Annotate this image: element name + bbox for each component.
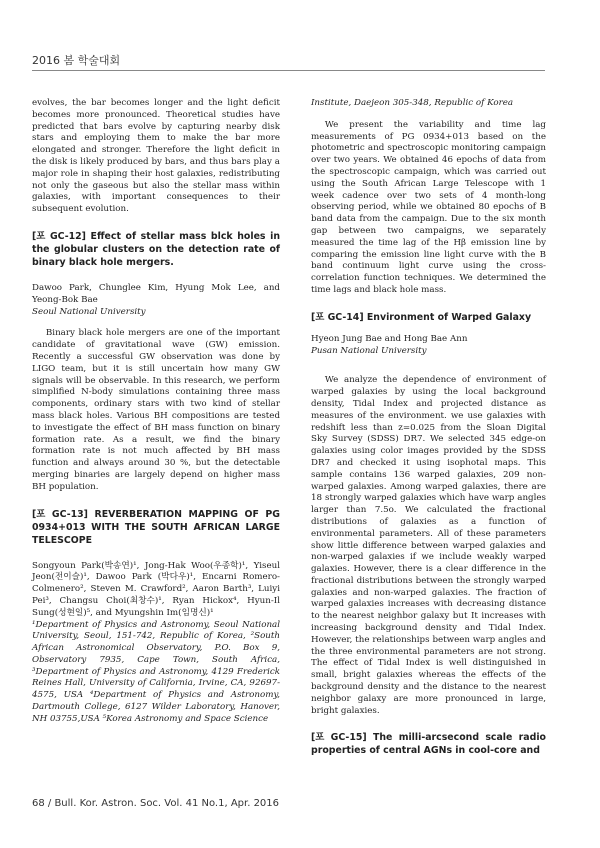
gc12-affiliation: Seoul National University	[32, 306, 146, 317]
previous-abstract-tail: evolves, the bar becomes longer and the light deficit becomes more pronounced. Theoretical studies have predicted that bars evolve by capturing nearby disk stars and employing them to make the bar more elongated and stronger. Therefore the light deficit in the disk is likely produced by bars, and thus bars play a major role in shaping their host galaxies, redistributing not only the gaseous but also the stellar mass within galaxies, with important consequences to their subsequent evolution.	[32, 98, 280, 215]
gc12-title: [포 GC-12] Effect of stellar mass blck holes in the globular clusters on the detection rate of binary black hole mergers.	[32, 230, 280, 268]
gc12-authors: Dawoo Park, Chunglee Kim, Hyung Mok Lee, and Yeong-Bok Bae	[32, 282, 280, 305]
gc13-authors: Songyoun Park(박송연)¹, Jong-Hak Woo(우종학)¹, Yiseul Jeon(전이슬)¹, Dawoo Park (박다우)¹, Encarni Romero-Colmenero², Steven M. Crawford², Aaron Barth³, Luiyi Pei³, Changsu Choi(최창수)¹, Ryan Hickox⁴, Hyun-Il Sung(성현일)⁵, and Myungshin Im(임명신)¹	[32, 560, 280, 618]
gc14-authors: Hyeon Jung Bae and Hong Bae Ann	[311, 333, 468, 344]
header-rule	[32, 70, 545, 71]
gc13-affiliation-cont: Institute, Daejeon 305-348, Republic of Korea	[311, 98, 514, 108]
gc13-title: [포 GC-13] REVERBERATION MAPPING OF PG 0934+013 WITH THE SOUTH AFRICAN LARGE TELESCOPE	[32, 508, 280, 546]
page-footer: 68 / Bull. Kor. Astron. Soc. Vol. 41 No.1, Apr. 2016	[32, 798, 280, 809]
gc12-abstract: Binary black hole mergers are one of the important candidate of gravitational wave (GW) emission. Recently a successful GW observation was done by LIGO team, but it is still uncertain how many GW signals will be observable. In this research, we perform simplified N-body simulations containing three mass components, ordinary stars with two kind of stellar mass black holes. Various BH compositions are tested to investigate the effect of BH mass function on binary formation rate. As a result, we find the binary formation rate is not much affected by BH mass function and always around 30 %, but the detectable merging binaries are largely depend on higher mass BH population.	[32, 328, 280, 492]
gc15-title: [포 GC-15] The milli-arcsecond scale radio properties of central AGNs in cool-core and	[311, 732, 546, 757]
page-header: 2016 봄 학술대회	[32, 54, 121, 67]
gc13-abstract: We present the variability and time lag measurements of PG 0934+013 based on the photometric and spectroscopic monitoring campaign over two years. We obtained 46 epochs of data from the spectroscopic campaign, which was carried out using the South African Large Telescope with 1 week cadence over two sets of 4 month-long observing period, while we obtained 80 epochs of B band data from the campaign. Due to the six month gap between two campaigns, we separately measured the time lag of the Hβ emission line by comparing the emission line light curve with the B band continuum light curve using the cross-correlation function techniques. We determined the time lags and black hole mass.	[311, 119, 546, 295]
right-column	[311, 98, 546, 757]
gc13-affiliation: ¹Department of Physics and Astronomy, Seoul National University, Seoul, 151-742, Republic of Korea, ²South African Astronomical Observatory, P.O. Box 9, Observatory 7935, Cape Town, South Africa, ³Department of Physics and Astronomy, 4129 Frederick Reines Hall, University of California, Irvine, CA, 92697-4575, USA ⁴Department of Physics and Astronomy, Dartmouth College, 6127 Wilder Laboratory, Hanover, NH 03755,USA ⁵Korea Astronomy and Space Science	[32, 619, 280, 724]
gc14-title: [포 GC-14] Environment of Warped Galaxy	[311, 311, 532, 323]
gc14-affiliation: Pusan National University	[311, 345, 427, 356]
gc14-abstract: We analyze the dependence of environment of warped galaxies by using the local background density, Tidal Index and projected distance as measures of the environment. we use galaxies with redshift less than z=0.025 from the Sloan Digital Sky Survey (SDSS) DR7. We selected 345 edge-on galaxies using color images provided by the SDSS DR7 and checked it using isophotal maps. This sample contains 136 warped galaxies, 209 non-warped galaxies. Among warped galaxies, there are 18 strongly warped galaxies which have warp angles larger than 7.5o. We calculated the fractional distributions of galaxies as a function of environmental parameters. All of these parameters show little difference between warped galaxies and non-warped galaxies if we include weakly warped galaxies. However, there is a clear difference in the fractional distributions between the strongly warped galaxies and non-warped galaxies. The fraction of warped galaxies increases with decreasing distance to the nearest neighbor galaxy but It increases with increasing background density and Tidal Index. However, the relationships between warp angles and the three environmental parameters are not strong. The effect of Tidal Index is well distinguished in small, bright galaxies whereas the effects of the background density and the distance to the nearest neighbor galaxy are more pronounced in large, bright galaxies.	[311, 375, 546, 716]
left-column	[32, 98, 280, 726]
